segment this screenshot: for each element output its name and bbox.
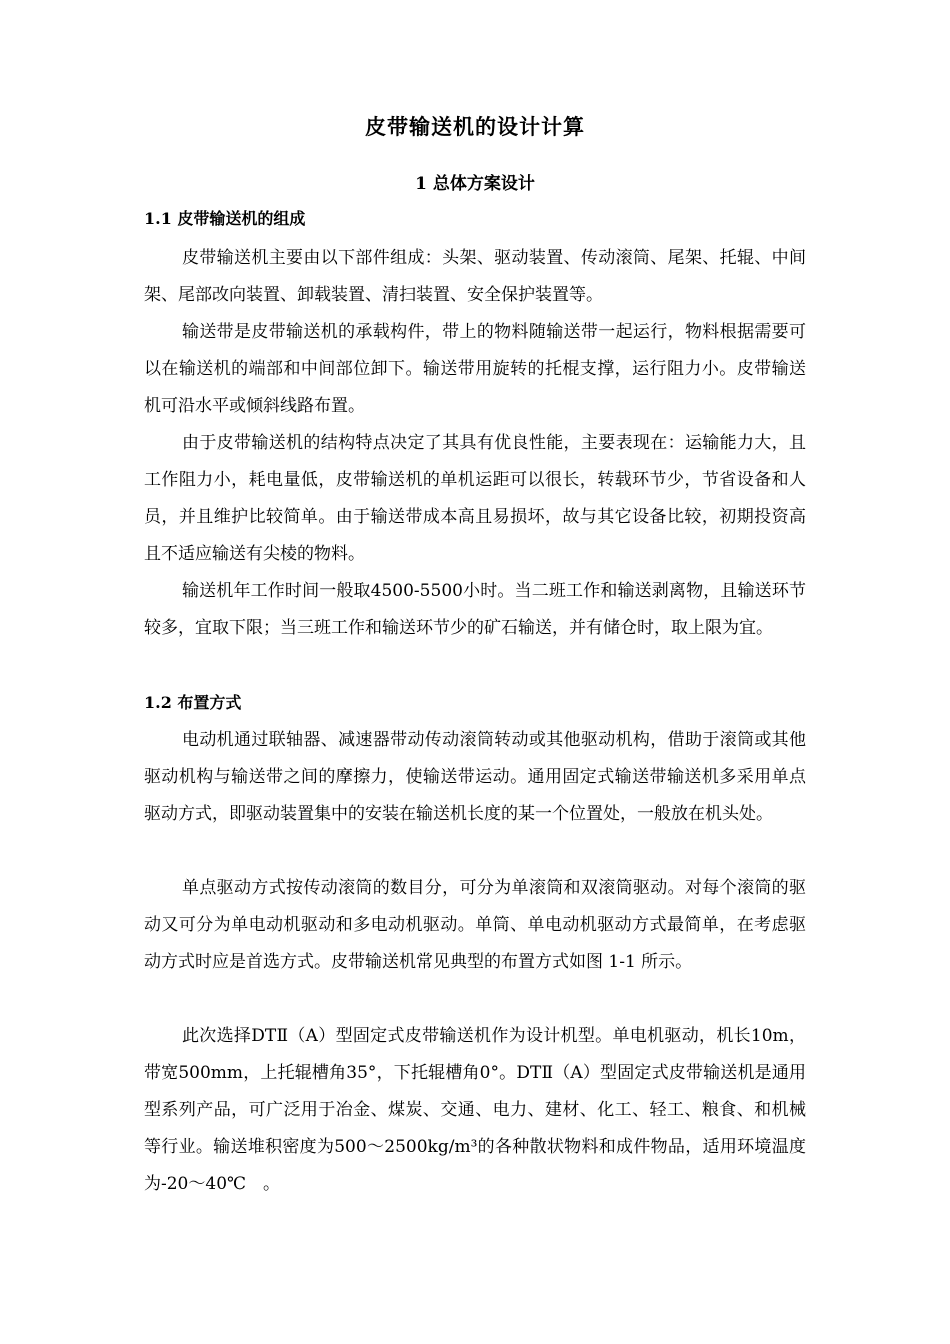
paragraph: 皮带输送机主要由以下部件组成：头架、驱动装置、传动滚筒、尾架、托辊、中间架、尾部改向装置、卸载装置、清扫装置、安全保护装置等。	[144, 248, 806, 305]
paragraph: 单点驱动方式按传动滚筒的数目分，可分为单滚筒和双滚筒驱动。对每个滚筒的驱动又可分为单电动机驱动和多电动机驱动。单筒、单电动机驱动方式最简单，在考虑驱动方式时应是首选方式。皮带输送机常见典型的布置方式如图 1-1 所示。	[144, 878, 806, 972]
subsection-heading-composition: 1.1 皮带输送机的组成	[144, 209, 306, 228]
paragraph: 电动机通过联轴器、减速器带动传动滚筒转动或其他驱动机构，借助于滚筒或其他驱动机构与输送带之间的摩擦力，使输送带运动。通用固定式输送带输送机多采用单点驱动方式，即驱动装置集中的安装在输送机长度的某一个位置处，一般放在机头处。	[144, 730, 806, 824]
paragraph: 输送带是皮带输送机的承载构件，带上的物料随输送带一起运行，物料根据需要可以在输送机的端部和中间部位卸下。输送带用旋转的托棍支撑，运行阻力小。皮带输送机可沿水平或倾斜线路布置。	[144, 322, 806, 416]
paragraph: 由于皮带输送机的结构特点决定了其具有优良性能，主要表现在：运输能力大，且工作阻力小，耗电量低，皮带输送机的单机运距可以很长，转载环节少，节省设备和人员，并且维护比较简单。由于输送带成本高且易损坏，故与其它设备比较，初期投资高且不适应输送有尖棱的物料。	[144, 433, 806, 564]
paragraph: 此次选择DTⅡ（A）型固定式皮带输送机作为设计机型。单电机驱动，机长10m，带宽500mm，上托辊槽角35°，下托辊槽角0°。DTⅡ（A）型固定式皮带输送机是通用型系列产品，可广泛用于冶金、煤炭、交通、电力、建材、化工、轻工、粮食、和机械等行业。输送堆积密度为500～2500kg/m³的各种散状物料和成件物品，适用环境温度为-20～40℃ 。	[144, 1026, 806, 1194]
subsection-heading-layout: 1.2 布置方式	[144, 693, 242, 712]
paragraph: 输送机年工作时间一般取4500-5500小时。当二班工作和输送剥离物，且输送环节较多，宜取下限；当三班工作和输送环节少的矿石输送，并有储仓时，取上限为宜。	[144, 581, 806, 638]
document-title: 皮带输送机的设计计算	[365, 115, 585, 139]
section-heading: 1 总体方案设计	[415, 174, 535, 194]
